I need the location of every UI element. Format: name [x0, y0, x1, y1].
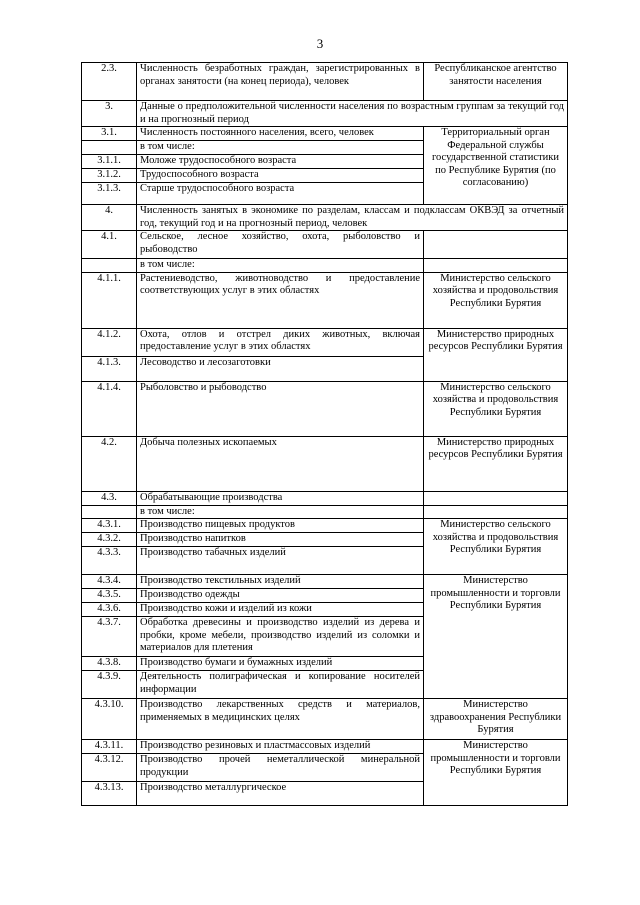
table-row — [82, 127, 568, 141]
section-row — [82, 205, 568, 231]
row-number: 4.3.8. — [82, 657, 137, 671]
responsible-agency: Министерство сельского хозяйства и продовольствия Республики Бурятия — [424, 272, 568, 328]
responsible-agency — [424, 231, 568, 259]
section-row — [82, 101, 568, 127]
responsible-agency: Республиканское агентство занятости населения — [424, 63, 568, 101]
table-row — [82, 699, 568, 740]
row-number — [82, 505, 137, 519]
row-number: 3.1. — [82, 127, 137, 141]
section-title: Численность занятых в экономике по разделам, классам и подклассам ОКВЭД за отчетный год, текущий год и на прогнозный период, человек — [137, 205, 568, 231]
indicator-name: Трудоспособного возраста — [137, 169, 424, 183]
indicators-table — [81, 62, 568, 806]
indicator-name: Охота, отлов и отстрел диких животных, включая предоставление услуг в этих областях — [137, 328, 424, 356]
row-number: 4.3.5. — [82, 589, 137, 603]
indicator-name: Производство металлургическое — [137, 782, 424, 806]
row-number: 4.3.4. — [82, 575, 137, 589]
responsible-agency: Министерство природных ресурсов Республики Бурятия — [424, 328, 568, 381]
table-row — [82, 259, 568, 273]
responsible-agency: Министерство природных ресурсов Республики Бурятия — [424, 436, 568, 491]
table-row — [82, 328, 568, 356]
responsible-agency: Министерство промышленности и торговли Республики Бурятия — [424, 575, 568, 699]
row-number: 4.2. — [82, 436, 137, 491]
row-number: 4.3.13. — [82, 782, 137, 806]
indicator-name: Производство одежды — [137, 589, 424, 603]
row-number: 4.3.3. — [82, 547, 137, 575]
indicator-name: в том числе: — [137, 259, 424, 273]
row-number: 3.1.2. — [82, 169, 137, 183]
row-number: 4.3.9. — [82, 671, 137, 699]
indicator-name: Численность безработных граждан, зарегистрированных в органах занятости (на конец периода), человек — [137, 63, 424, 101]
row-number: 4.3.7. — [82, 617, 137, 657]
row-number: 4.3.6. — [82, 603, 137, 617]
indicator-name: Моложе трудоспособного возраста — [137, 155, 424, 169]
indicator-name: Старше трудоспособного возраста — [137, 183, 424, 205]
table-row — [82, 505, 568, 519]
row-number: 3.1.1. — [82, 155, 137, 169]
indicator-name: Деятельность полиграфическая и копирование носителей информации — [137, 671, 424, 699]
indicator-name: Производство текстильных изделий — [137, 575, 424, 589]
row-number: 4.3.10. — [82, 699, 137, 740]
row-number — [82, 259, 137, 273]
indicator-name: Обрабатывающие производства — [137, 491, 424, 505]
indicator-name: Рыболовство и рыбоводство — [137, 381, 424, 436]
indicator-name: Производство напитков — [137, 533, 424, 547]
table-row — [82, 272, 568, 328]
indicator-name: Производство резиновых и пластмассовых изделий — [137, 740, 424, 754]
indicator-name: Сельское, лесное хозяйство, охота, рыболовство и рыбоводство — [137, 231, 424, 259]
row-number: 4. — [82, 205, 137, 231]
indicator-name: Лесоводство и лесозаготовки — [137, 356, 424, 381]
row-number: 4.3. — [82, 491, 137, 505]
table-row — [82, 231, 568, 259]
indicator-name: Производство табачных изделий — [137, 547, 424, 575]
indicator-name: в том числе: — [137, 505, 424, 519]
row-number: 4.1.2. — [82, 328, 137, 356]
indicator-name: Производство пищевых продуктов — [137, 519, 424, 533]
indicator-name: Растениеводство, животноводство и предоставление соответствующих услуг в этих областях — [137, 272, 424, 328]
indicator-name: Производство лекарственных средств и материалов, применяемых в медицинских целях — [137, 699, 424, 740]
indicator-name: Производство прочей неметаллической минеральной продукции — [137, 754, 424, 782]
indicator-name: Численность постоянного населения, всего, человек — [137, 127, 424, 141]
indicator-name: Производство кожи и изделий из кожи — [137, 603, 424, 617]
row-number: 4.1. — [82, 231, 137, 259]
row-number: 4.3.12. — [82, 754, 137, 782]
table-row — [82, 381, 568, 436]
table-row — [82, 491, 568, 505]
responsible-agency: Министерство сельского хозяйства и продовольствия Республики Бурятия — [424, 381, 568, 436]
row-number: 4.3.2. — [82, 533, 137, 547]
table-row — [82, 436, 568, 491]
row-number: 4.1.4. — [82, 381, 137, 436]
table-row — [82, 519, 568, 533]
responsible-agency — [424, 259, 568, 273]
page-number: 3 — [316, 36, 324, 51]
table-row — [82, 575, 568, 589]
row-number — [82, 141, 137, 155]
indicator-name: Добыча полезных ископаемых — [137, 436, 424, 491]
row-number: 4.3.1. — [82, 519, 137, 533]
row-number: 4.1.1. — [82, 272, 137, 328]
indicator-name: Производство бумаги и бумажных изделий — [137, 657, 424, 671]
responsible-agency — [424, 491, 568, 505]
row-number: 3. — [82, 101, 137, 127]
indicator-name: в том числе: — [137, 141, 424, 155]
responsible-agency: Министерство здравоохранения Республики Бурятия — [424, 699, 568, 740]
row-number: 4.1.3. — [82, 356, 137, 381]
responsible-agency: Территориальный орган Федеральной службы государственной статистики по Республике Бурятия (по согласованию) — [424, 127, 568, 205]
responsible-agency — [424, 505, 568, 519]
responsible-agency: Министерство сельского хозяйства и продовольствия Республики Бурятия — [424, 519, 568, 575]
table-row — [82, 740, 568, 754]
table-row — [82, 63, 568, 101]
row-number: 2.3. — [82, 63, 137, 101]
row-number: 4.3.11. — [82, 740, 137, 754]
responsible-agency: Министерство промышленности и торговли Республики Бурятия — [424, 740, 568, 806]
indicator-name: Обработка древесины и производство изделий из дерева и пробки, кроме мебели, производство изделий из соломки и материалов для плетения — [137, 617, 424, 657]
row-number: 3.1.3. — [82, 183, 137, 205]
section-title: Данные о предположительной численности населения по возрастным группам за текущий год и на прогнозный период — [137, 101, 568, 127]
